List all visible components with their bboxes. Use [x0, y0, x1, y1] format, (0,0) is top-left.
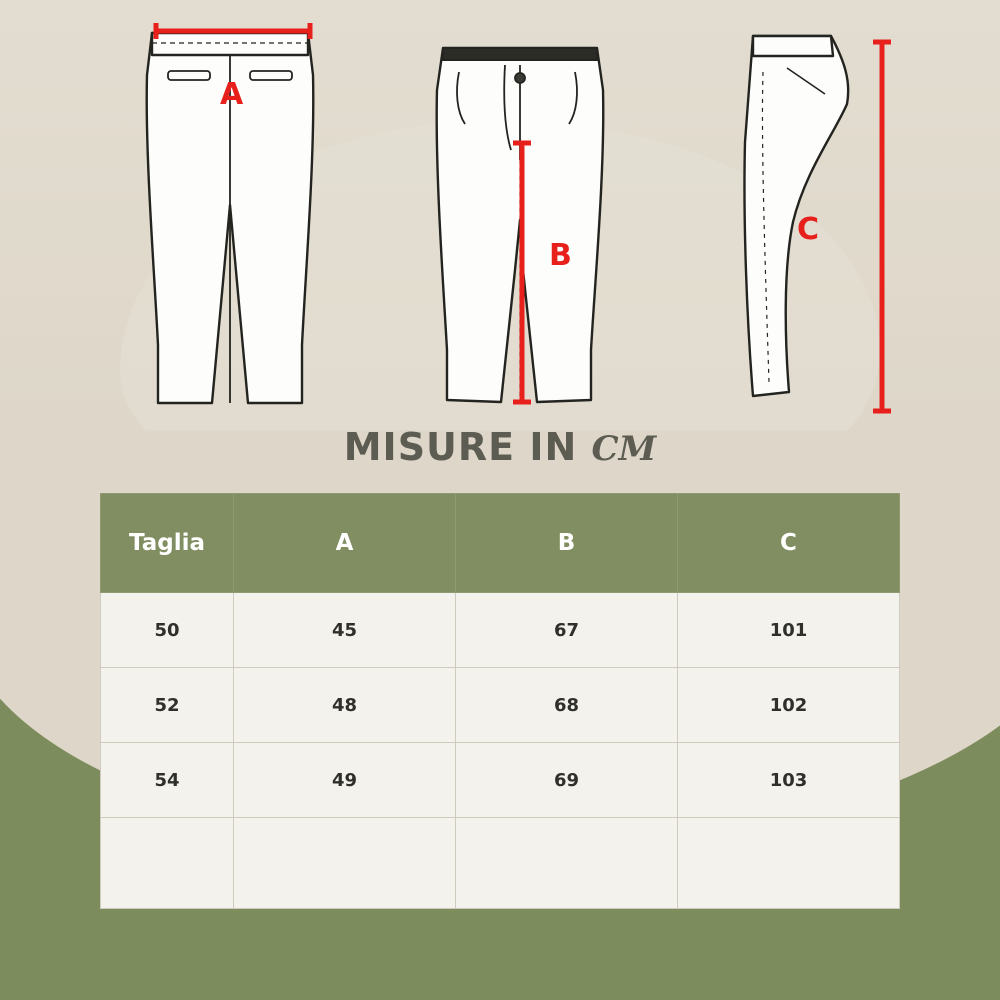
cell-size: 50 — [101, 593, 234, 668]
table-header-a: A — [234, 494, 456, 593]
cell-size: 54 — [101, 743, 234, 818]
cell-b: 68 — [456, 668, 678, 743]
cell-a — [234, 818, 456, 909]
cell-a: 45 — [234, 593, 456, 668]
cell-c: 101 — [678, 593, 900, 668]
title-unit: CM — [591, 429, 657, 469]
trousers-side-illustration — [735, 22, 870, 407]
table-row — [101, 818, 900, 909]
page-title — [0, 425, 1000, 469]
table-row — [101, 593, 900, 668]
measure-label-b: B — [549, 238, 573, 273]
cell-size: 52 — [101, 668, 234, 743]
cell-c: 102 — [678, 668, 900, 743]
trousers-front-illustration — [130, 15, 330, 415]
cell-size — [101, 818, 234, 909]
cell-c — [678, 818, 900, 909]
trousers-back-illustration — [425, 20, 615, 410]
cell-a: 49 — [234, 743, 456, 818]
size-table — [100, 493, 900, 909]
measure-label-c: C — [797, 212, 820, 247]
table-header-b: B — [456, 494, 678, 593]
cell-c: 103 — [678, 743, 900, 818]
cell-b: 67 — [456, 593, 678, 668]
table-header-c: C — [678, 494, 900, 593]
garment-illustrations — [0, 0, 1000, 420]
cell-b — [456, 818, 678, 909]
table-row — [101, 668, 900, 743]
title-main: MISURE IN — [343, 425, 578, 469]
measure-label-a: A — [220, 77, 244, 112]
table-row — [101, 743, 900, 818]
table-header-taglia: Taglia — [101, 494, 234, 593]
cell-a: 48 — [234, 668, 456, 743]
table-header-row — [101, 494, 900, 593]
cell-b: 69 — [456, 743, 678, 818]
